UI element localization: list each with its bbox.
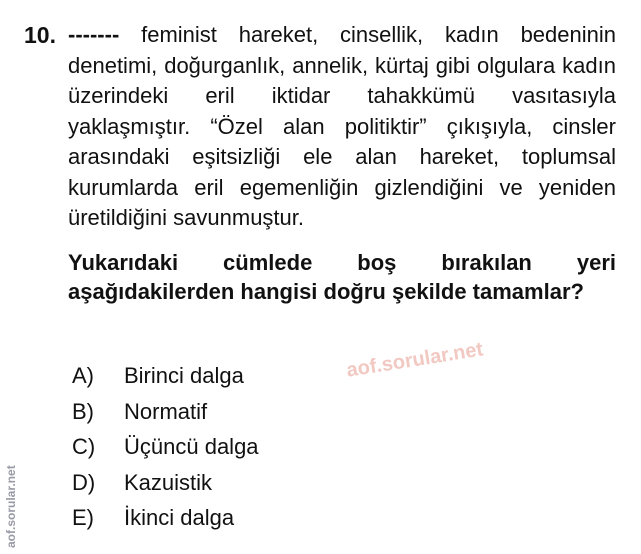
option-text: Üçüncü dalga — [124, 434, 259, 459]
question-block — [24, 20, 616, 306]
question-text — [68, 20, 616, 234]
option-d[interactable] — [72, 467, 259, 503]
watermark-center: aof.sorular.net — [345, 338, 485, 382]
option-text: İkinci dalga — [124, 505, 235, 530]
watermark-side: aof.sorular.net — [4, 465, 18, 548]
option-c[interactable] — [72, 431, 259, 467]
question-prompt: Yukarıdaki cümlede boş bırakılan yeri aşağıdakilerden hangisi doğru şekilde tamamlar? — [68, 249, 616, 304]
option-letter: D) — [72, 469, 96, 495]
option-text: Kazuistik — [124, 469, 213, 495]
option-text: Normatif — [124, 398, 208, 424]
answer-options — [72, 360, 259, 538]
option-letter: C) — [72, 434, 96, 459]
question-body: feminist hareket, cinsellik, kadın bedeninin denetimi, doğurganlık, annelik, kürtaj gibi olgulara kadın üzerindeki eril iktidar tahakkümü vasıtasıyla yaklaşmıştır. “Özel alan politiktir” çıkışıyla, cinsler arasındaki eşitsizliği ele alan hareket, toplumsal kurumlarda eril egemenliğin gizlendiğini ve yeniden üretildiğini savunmuştur. — [68, 22, 616, 230]
option-a[interactable] — [72, 360, 259, 396]
question-number: 10. — [24, 22, 56, 48]
option-b[interactable] — [72, 396, 259, 432]
option-letter: B) — [72, 398, 94, 424]
option-letter: A) — [72, 363, 94, 388]
option-e[interactable] — [72, 502, 259, 538]
option-letter: E) — [72, 505, 94, 530]
option-text: Birinci dalga — [124, 363, 244, 388]
question-blank: ------- — [68, 22, 120, 47]
